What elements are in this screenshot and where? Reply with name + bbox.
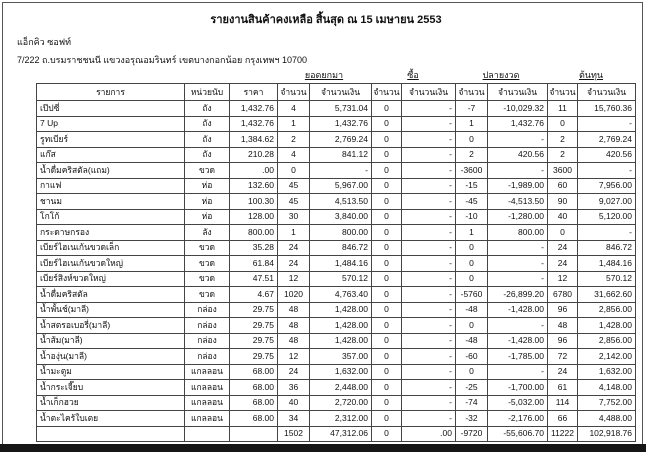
header-cell-qty: จำนวน bbox=[548, 84, 578, 101]
value-cell: 0 bbox=[372, 426, 402, 442]
value-cell: 4 bbox=[278, 147, 310, 163]
value-cell: - bbox=[402, 411, 456, 427]
value-cell: -2,176.00 bbox=[488, 411, 548, 427]
value-cell: 66 bbox=[548, 411, 578, 427]
value-cell: - bbox=[402, 333, 456, 349]
value-cell: 24 bbox=[548, 256, 578, 272]
value-cell: 1502 bbox=[278, 426, 310, 442]
value-cell: 2 bbox=[278, 132, 310, 148]
value-cell: 0 bbox=[372, 411, 402, 427]
value-cell: - bbox=[402, 395, 456, 411]
table-header bbox=[37, 84, 636, 101]
value-cell: 1,484.16 bbox=[578, 256, 636, 272]
group-header-purchase bbox=[371, 68, 455, 83]
value-cell: 114 bbox=[548, 395, 578, 411]
value-cell: - bbox=[402, 194, 456, 210]
value-cell: -9720 bbox=[456, 426, 488, 442]
value-cell: ขวด bbox=[185, 240, 230, 256]
value-cell: - bbox=[402, 147, 456, 163]
value-cell: 72 bbox=[548, 349, 578, 365]
table-row bbox=[37, 116, 636, 132]
value-cell: 61.84 bbox=[230, 256, 278, 272]
value-cell: 1 bbox=[456, 116, 488, 132]
header-cell-amount: จำนวนเงิน bbox=[310, 84, 372, 101]
item-name-cell: น้ำดื่มคริสตัล(แถม) bbox=[37, 163, 185, 179]
value-cell: - bbox=[402, 116, 456, 132]
value-cell: -48 bbox=[456, 333, 488, 349]
value-cell: 0 bbox=[372, 178, 402, 194]
value-cell: 0 bbox=[278, 163, 310, 179]
group-header-cost bbox=[547, 68, 635, 83]
table-row bbox=[37, 163, 636, 179]
value-cell: - bbox=[402, 380, 456, 396]
value-cell: ห่อ bbox=[185, 209, 230, 225]
value-cell: 0 bbox=[548, 116, 578, 132]
value-cell: 2,312.00 bbox=[310, 411, 372, 427]
table-row bbox=[37, 318, 636, 334]
value-cell: -25 bbox=[456, 380, 488, 396]
inventory-table bbox=[36, 83, 636, 442]
value-cell: 45 bbox=[278, 178, 310, 194]
table-row bbox=[37, 132, 636, 148]
bottom-edge-bar bbox=[0, 444, 646, 452]
value-cell: 40 bbox=[278, 395, 310, 411]
value-cell: แกลลอน bbox=[185, 411, 230, 427]
value-cell: ขวด bbox=[185, 163, 230, 179]
value-cell bbox=[230, 426, 278, 442]
table-body bbox=[37, 101, 636, 442]
group-header-spacer bbox=[36, 68, 277, 83]
table-row bbox=[37, 380, 636, 396]
value-cell: - bbox=[402, 364, 456, 380]
value-cell: 11222 bbox=[548, 426, 578, 442]
header-cell-unit: หน่วยนับ bbox=[185, 84, 230, 101]
value-cell: -74 bbox=[456, 395, 488, 411]
header-cell-amount: จำนวนเงิน bbox=[578, 84, 636, 101]
value-cell: - bbox=[488, 256, 548, 272]
value-cell: 24 bbox=[278, 240, 310, 256]
value-cell: 841.12 bbox=[310, 147, 372, 163]
value-cell: 0 bbox=[372, 380, 402, 396]
value-cell: 47.51 bbox=[230, 271, 278, 287]
value-cell: .00 bbox=[230, 163, 278, 179]
header-cell-qty: จำนวน bbox=[372, 84, 402, 101]
value-cell: 31,662.60 bbox=[578, 287, 636, 303]
table-row bbox=[37, 194, 636, 210]
group-header-endperiod bbox=[455, 68, 547, 83]
value-cell: 0 bbox=[372, 349, 402, 365]
value-cell: - bbox=[488, 132, 548, 148]
value-cell: 357.00 bbox=[310, 349, 372, 365]
value-cell: 1 bbox=[278, 225, 310, 241]
table-row bbox=[37, 271, 636, 287]
value-cell: 2 bbox=[548, 147, 578, 163]
value-cell: 48 bbox=[278, 318, 310, 334]
table-row bbox=[37, 225, 636, 241]
value-cell: 1,428.00 bbox=[310, 318, 372, 334]
table-row bbox=[37, 178, 636, 194]
value-cell: 35.28 bbox=[230, 240, 278, 256]
value-cell: - bbox=[488, 163, 548, 179]
value-cell: 7,956.00 bbox=[578, 178, 636, 194]
value-cell: 12 bbox=[548, 271, 578, 287]
value-cell: 0 bbox=[456, 132, 488, 148]
item-name-cell: น้ำส้ม(มาลี) bbox=[37, 333, 185, 349]
item-name-cell: โกโก้ bbox=[37, 209, 185, 225]
value-cell: -15 bbox=[456, 178, 488, 194]
item-name-cell: แก๊ส bbox=[37, 147, 185, 163]
value-cell: 5,120.00 bbox=[578, 209, 636, 225]
value-cell: 1 bbox=[456, 225, 488, 241]
value-cell: 34 bbox=[278, 411, 310, 427]
value-cell: 0 bbox=[372, 209, 402, 225]
value-cell: - bbox=[402, 349, 456, 365]
value-cell: 210.28 bbox=[230, 147, 278, 163]
value-cell: -4,513.50 bbox=[488, 194, 548, 210]
value-cell: แกลลอน bbox=[185, 395, 230, 411]
item-name-cell: น้ำมะตูม bbox=[37, 364, 185, 380]
value-cell: 30 bbox=[278, 209, 310, 225]
value-cell: -1,428.00 bbox=[488, 333, 548, 349]
table-row bbox=[37, 364, 636, 380]
value-cell: กล่อง bbox=[185, 318, 230, 334]
table-row bbox=[37, 287, 636, 303]
value-cell: 2,856.00 bbox=[578, 333, 636, 349]
value-cell: -1,989.00 bbox=[488, 178, 548, 194]
value-cell: 4.67 bbox=[230, 287, 278, 303]
item-name-cell: รูทเบียร์ bbox=[37, 132, 185, 148]
value-cell: 1,428.00 bbox=[578, 318, 636, 334]
table-row bbox=[37, 395, 636, 411]
value-cell: กล่อง bbox=[185, 302, 230, 318]
value-cell: ขวด bbox=[185, 256, 230, 272]
value-cell: 3,840.00 bbox=[310, 209, 372, 225]
value-cell: -60 bbox=[456, 349, 488, 365]
table-row bbox=[37, 101, 636, 117]
value-cell: - bbox=[578, 116, 636, 132]
value-cell: 3600 bbox=[548, 163, 578, 179]
value-cell: 40 bbox=[548, 209, 578, 225]
value-cell: 420.56 bbox=[578, 147, 636, 163]
group-header-broughtforward bbox=[277, 68, 371, 83]
value-cell: 0 bbox=[456, 364, 488, 380]
value-cell: ถัง bbox=[185, 116, 230, 132]
value-cell: 7,752.00 bbox=[578, 395, 636, 411]
item-name-cell: เบียร์ไฮเนเก้นขวดใหญ่ bbox=[37, 256, 185, 272]
value-cell: 0 bbox=[456, 240, 488, 256]
value-cell: 24 bbox=[278, 256, 310, 272]
value-cell: 0 bbox=[372, 147, 402, 163]
value-cell: - bbox=[578, 225, 636, 241]
header-cell-qty: จำนวน bbox=[278, 84, 310, 101]
group-label: ต้นทุน bbox=[578, 70, 604, 80]
value-cell: 1,428.00 bbox=[310, 333, 372, 349]
value-cell: 800.00 bbox=[230, 225, 278, 241]
value-cell: ห่อ bbox=[185, 194, 230, 210]
value-cell: 0 bbox=[372, 194, 402, 210]
value-cell: 68.00 bbox=[230, 395, 278, 411]
value-cell: - bbox=[402, 318, 456, 334]
group-label: ปลายงวด bbox=[482, 70, 520, 80]
value-cell: -1,785.00 bbox=[488, 349, 548, 365]
value-cell: 800.00 bbox=[310, 225, 372, 241]
value-cell: -10 bbox=[456, 209, 488, 225]
value-cell: 2,448.00 bbox=[310, 380, 372, 396]
table-total-row bbox=[37, 426, 636, 442]
value-cell: 60 bbox=[548, 178, 578, 194]
table-row bbox=[37, 256, 636, 272]
value-cell: - bbox=[310, 163, 372, 179]
value-cell: 29.75 bbox=[230, 302, 278, 318]
value-cell: กล่อง bbox=[185, 349, 230, 365]
value-cell: 570.12 bbox=[578, 271, 636, 287]
value-cell: 4,148.00 bbox=[578, 380, 636, 396]
value-cell: 2 bbox=[548, 132, 578, 148]
item-name-cell: เป๊ปซี่ bbox=[37, 101, 185, 117]
value-cell: 1,484.16 bbox=[310, 256, 372, 272]
value-cell: 102,918.76 bbox=[578, 426, 636, 442]
value-cell: 96 bbox=[548, 302, 578, 318]
value-cell: 0 bbox=[372, 333, 402, 349]
value-cell: - bbox=[488, 271, 548, 287]
value-cell: 4 bbox=[278, 101, 310, 117]
value-cell: -1,700.00 bbox=[488, 380, 548, 396]
value-cell: 48 bbox=[548, 318, 578, 334]
value-cell: 24 bbox=[278, 364, 310, 380]
value-cell bbox=[185, 426, 230, 442]
value-cell: 2,720.00 bbox=[310, 395, 372, 411]
value-cell: 9,027.00 bbox=[578, 194, 636, 210]
value-cell: 2,769.24 bbox=[310, 132, 372, 148]
value-cell: -45 bbox=[456, 194, 488, 210]
value-cell: 1020 bbox=[278, 287, 310, 303]
value-cell: -3600 bbox=[456, 163, 488, 179]
value-cell: -7 bbox=[456, 101, 488, 117]
value-cell: 11 bbox=[548, 101, 578, 117]
value-cell: 1,432.76 bbox=[488, 116, 548, 132]
value-cell: 570.12 bbox=[310, 271, 372, 287]
value-cell: -48 bbox=[456, 302, 488, 318]
value-cell: 1,428.00 bbox=[310, 302, 372, 318]
value-cell: 24 bbox=[548, 240, 578, 256]
value-cell: 90 bbox=[548, 194, 578, 210]
company-address: 7/222 ถ.บรมราชชนนี แขวงอรุณอมรินทร์ เขตบางกอกน้อย กรุงเทพฯ 10700 bbox=[17, 55, 308, 65]
company-name: แอ็กคิว ซอฟท์ bbox=[17, 37, 72, 47]
value-cell: 6780 bbox=[548, 287, 578, 303]
value-cell: 1 bbox=[278, 116, 310, 132]
value-cell: 1,384.62 bbox=[230, 132, 278, 148]
value-cell: 68.00 bbox=[230, 364, 278, 380]
value-cell: 5,967.00 bbox=[310, 178, 372, 194]
value-cell: 68.00 bbox=[230, 411, 278, 427]
value-cell: .00 bbox=[402, 426, 456, 442]
table-row bbox=[37, 240, 636, 256]
value-cell: 2,856.00 bbox=[578, 302, 636, 318]
value-cell: 29.75 bbox=[230, 318, 278, 334]
value-cell: - bbox=[488, 364, 548, 380]
value-cell: -5760 bbox=[456, 287, 488, 303]
value-cell: 420.56 bbox=[488, 147, 548, 163]
value-cell: - bbox=[402, 178, 456, 194]
value-cell: 0 bbox=[372, 364, 402, 380]
value-cell: 4,513.50 bbox=[310, 194, 372, 210]
value-cell: 36 bbox=[278, 380, 310, 396]
item-name-cell: น้ำเก็กฮวย bbox=[37, 395, 185, 411]
value-cell: 1,432.76 bbox=[230, 101, 278, 117]
value-cell: 1,432.76 bbox=[310, 116, 372, 132]
value-cell: 96 bbox=[548, 333, 578, 349]
item-name-cell: ชานม bbox=[37, 194, 185, 210]
header-cell-qty: จำนวน bbox=[456, 84, 488, 101]
value-cell: ขวด bbox=[185, 287, 230, 303]
value-cell: ลัง bbox=[185, 225, 230, 241]
value-cell: 47,312.06 bbox=[310, 426, 372, 442]
value-cell: 61 bbox=[548, 380, 578, 396]
value-cell: 48 bbox=[278, 302, 310, 318]
value-cell: 0 bbox=[372, 163, 402, 179]
value-cell: - bbox=[488, 318, 548, 334]
value-cell: 29.75 bbox=[230, 333, 278, 349]
value-cell: 2,769.24 bbox=[578, 132, 636, 148]
table-row bbox=[37, 349, 636, 365]
value-cell: 2,142.00 bbox=[578, 349, 636, 365]
value-cell: - bbox=[402, 302, 456, 318]
value-cell: 0 bbox=[372, 395, 402, 411]
item-name-cell: 7 Up bbox=[37, 116, 185, 132]
report-title: รายงานสินค้าคงเหลือ สิ้นสุด ณ 15 เมษายน 2553 bbox=[210, 14, 442, 26]
value-cell: 0 bbox=[372, 302, 402, 318]
value-cell: 29.75 bbox=[230, 349, 278, 365]
value-cell: 12 bbox=[278, 271, 310, 287]
value-cell: - bbox=[402, 101, 456, 117]
value-cell: 15,760.36 bbox=[578, 101, 636, 117]
value-cell: 800.00 bbox=[488, 225, 548, 241]
item-name-cell: เบียร์ไฮเนเก้นขวดเล็ก bbox=[37, 240, 185, 256]
value-cell: 0 bbox=[548, 225, 578, 241]
value-cell: - bbox=[402, 225, 456, 241]
value-cell: แกลลอน bbox=[185, 364, 230, 380]
header-cell-amount: จำนวนเงิน bbox=[402, 84, 456, 101]
page-frame bbox=[2, 2, 643, 448]
value-cell: - bbox=[402, 163, 456, 179]
value-cell: 846.72 bbox=[578, 240, 636, 256]
value-cell: 132.60 bbox=[230, 178, 278, 194]
value-cell: 846.72 bbox=[310, 240, 372, 256]
value-cell: -5,032.00 bbox=[488, 395, 548, 411]
value-cell: 4,763.40 bbox=[310, 287, 372, 303]
table-row bbox=[37, 209, 636, 225]
value-cell: -1,428.00 bbox=[488, 302, 548, 318]
item-name-cell: น้ำดื่มคริสตัล bbox=[37, 287, 185, 303]
item-name-cell: น้ำพั้นช์(มาลี) bbox=[37, 302, 185, 318]
value-cell: 5,731.04 bbox=[310, 101, 372, 117]
value-cell: 0 bbox=[372, 271, 402, 287]
header-cell-item: รายการ bbox=[37, 84, 185, 101]
value-cell: 12 bbox=[278, 349, 310, 365]
value-cell: ถัง bbox=[185, 147, 230, 163]
header-cell-amount: จำนวนเงิน bbox=[488, 84, 548, 101]
value-cell: แกลลอน bbox=[185, 380, 230, 396]
value-cell: 1,432.76 bbox=[230, 116, 278, 132]
value-cell: 0 bbox=[372, 256, 402, 272]
group-label: ยอดยกมา bbox=[304, 70, 344, 80]
item-name-cell: กาแฟ bbox=[37, 178, 185, 194]
report-table-area bbox=[36, 68, 635, 449]
value-cell: 100.30 bbox=[230, 194, 278, 210]
value-cell: - bbox=[578, 163, 636, 179]
value-cell: 48 bbox=[278, 333, 310, 349]
value-cell: - bbox=[402, 256, 456, 272]
value-cell: - bbox=[488, 240, 548, 256]
value-cell: 68.00 bbox=[230, 380, 278, 396]
value-cell: - bbox=[402, 209, 456, 225]
value-cell: 0 bbox=[372, 318, 402, 334]
value-cell: - bbox=[402, 271, 456, 287]
value-cell: 24 bbox=[548, 364, 578, 380]
value-cell: - bbox=[402, 240, 456, 256]
value-cell: ถัง bbox=[185, 132, 230, 148]
table-row bbox=[37, 411, 636, 427]
item-name-cell: น้ำสตรอเบอรี่(มาลี) bbox=[37, 318, 185, 334]
value-cell: -1,280.00 bbox=[488, 209, 548, 225]
item-name-cell bbox=[37, 426, 185, 442]
value-cell: ขวด bbox=[185, 271, 230, 287]
value-cell: 1,632.00 bbox=[310, 364, 372, 380]
value-cell: - bbox=[402, 132, 456, 148]
value-cell: 2 bbox=[456, 147, 488, 163]
value-cell: 0 bbox=[372, 240, 402, 256]
table-row bbox=[37, 333, 636, 349]
value-cell: กล่อง bbox=[185, 333, 230, 349]
table-header-row bbox=[37, 84, 636, 101]
value-cell: -55,606.70 bbox=[488, 426, 548, 442]
value-cell: 0 bbox=[372, 287, 402, 303]
value-cell: 0 bbox=[372, 225, 402, 241]
value-cell: -32 bbox=[456, 411, 488, 427]
value-cell: 4,488.00 bbox=[578, 411, 636, 427]
value-cell: ห่อ bbox=[185, 178, 230, 194]
value-cell: 0 bbox=[372, 132, 402, 148]
value-cell: 0 bbox=[372, 101, 402, 117]
column-group-header bbox=[36, 68, 635, 83]
table-row bbox=[37, 147, 636, 163]
item-name-cell: น้ำองุ่น(มาลี) bbox=[37, 349, 185, 365]
value-cell: 1,632.00 bbox=[578, 364, 636, 380]
header-cell-price: ราคา bbox=[230, 84, 278, 101]
value-cell: 45 bbox=[278, 194, 310, 210]
table-row bbox=[37, 302, 636, 318]
item-name-cell: เบียร์สิงห์ขวดใหญ่ bbox=[37, 271, 185, 287]
item-name-cell: กระดาษกรอง bbox=[37, 225, 185, 241]
item-name-cell: น้ำกระเจี๊ยบ bbox=[37, 380, 185, 396]
value-cell: 0 bbox=[456, 271, 488, 287]
value-cell: -26,899.20 bbox=[488, 287, 548, 303]
value-cell: 128.00 bbox=[230, 209, 278, 225]
value-cell: 0 bbox=[372, 116, 402, 132]
value-cell: 0 bbox=[456, 256, 488, 272]
value-cell: -10,029.32 bbox=[488, 101, 548, 117]
value-cell: ถัง bbox=[185, 101, 230, 117]
value-cell: 0 bbox=[456, 318, 488, 334]
value-cell: - bbox=[402, 287, 456, 303]
item-name-cell: น้ำตะไคร้ใบเตย bbox=[37, 411, 185, 427]
group-label: ซื้อ bbox=[407, 70, 419, 80]
